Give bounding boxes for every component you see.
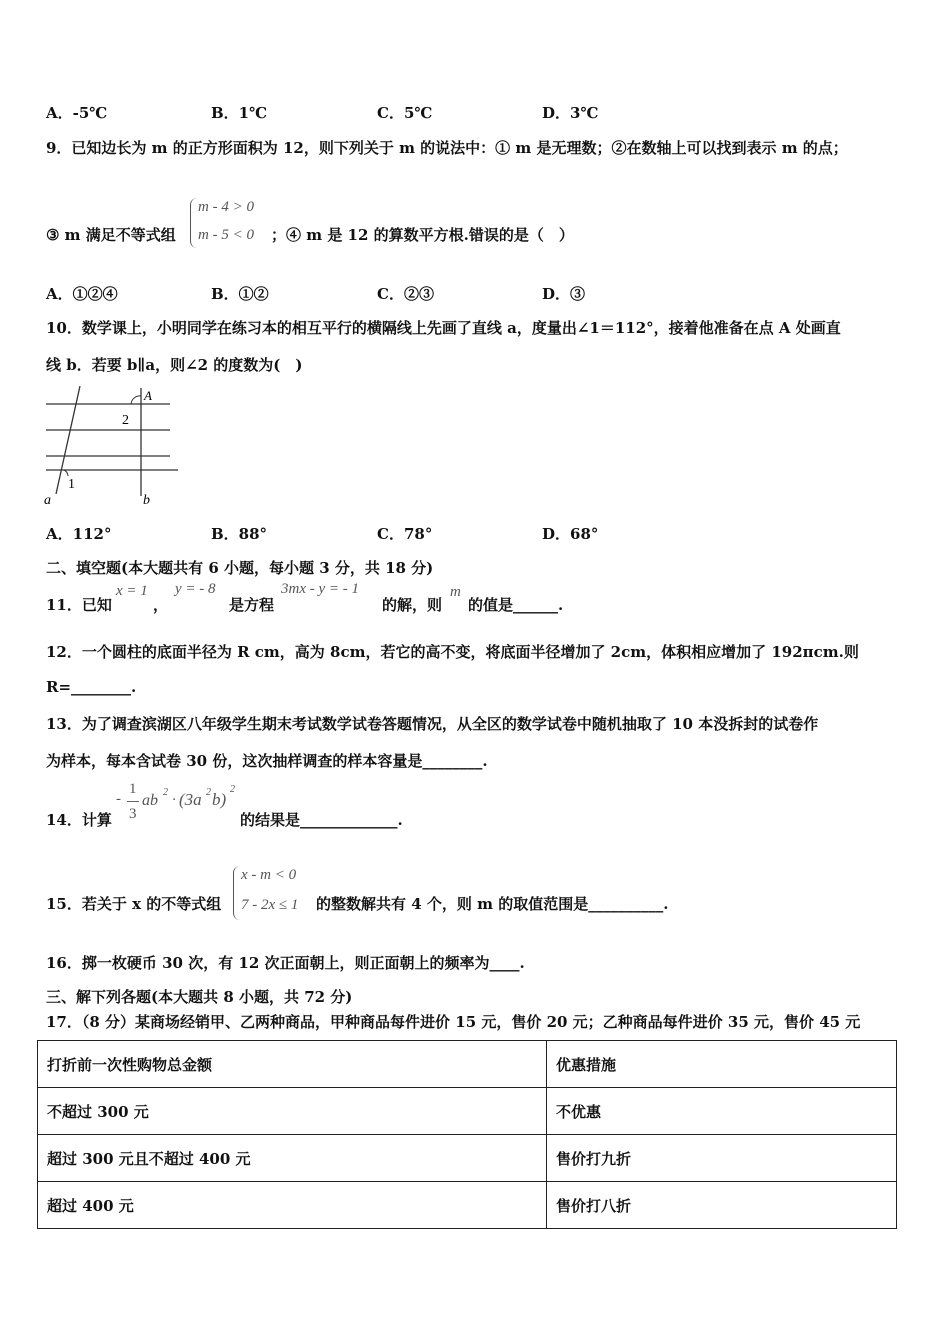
q9-option-d: D．③ bbox=[542, 285, 586, 303]
q14-dot: · bbox=[172, 792, 176, 808]
table-cell-discount: 不优惠 bbox=[547, 1088, 897, 1135]
q11-math-x: x = 1 bbox=[116, 583, 148, 599]
q17-text: 17．（8 分）某商场经销甲、乙两种商品，甲种商品每件进价 15 元，售价 20 元；乙种商品每件进价 35 元，售价 45 元 bbox=[46, 1013, 861, 1031]
q16-text: 16．掷一枚硬币 30 次，有 12 次正面朝上，则正面朝上的频率为____. bbox=[46, 954, 525, 972]
table-header-amount: 打折前一次性购物总金额 bbox=[38, 1041, 547, 1088]
q8-option-d: D．3℃ bbox=[542, 104, 599, 122]
q9-option-c: C．②③ bbox=[377, 285, 434, 303]
q11-text-5: 的值是______. bbox=[468, 596, 564, 614]
q8-option-c: C．5℃ bbox=[377, 104, 433, 122]
q14-fraction-bar bbox=[127, 801, 139, 802]
q11-text-3: 是方程 bbox=[229, 596, 275, 614]
q11-text-1: 11．已知 bbox=[46, 596, 112, 614]
q10-option-d: D．68° bbox=[542, 525, 599, 543]
q10-option-a: A．112° bbox=[46, 525, 112, 543]
q9-option-b: B．①② bbox=[211, 285, 269, 303]
q9-brace bbox=[190, 198, 197, 248]
q11-text-2: ， bbox=[153, 596, 169, 614]
q11-math-y: y = - 8 bbox=[175, 581, 216, 597]
q10-option-b: B．88° bbox=[211, 525, 268, 543]
section-3-heading: 三、解下列各题(本大题共 8 小题，共 72 分) bbox=[46, 988, 353, 1006]
q10-line1: 10．数学课上，小明同学在练习本的相互平行的横隔线上先画了直线 a，度量出∠1＝112°，接着他准备在点 A 处画直 bbox=[46, 319, 841, 337]
q10-line2: 线 b．若要 b∥a，则∠2 的度数为( ) bbox=[46, 356, 303, 374]
q9-suffix: ；④ m 是 12 的算数平方根.错误的是（ ） bbox=[271, 226, 574, 244]
q15-suffix: 的整数解共有 4 个，则 m 的取值范围是__________. bbox=[316, 895, 669, 913]
q14-exp-1: 2 bbox=[163, 787, 168, 798]
q14-term-b: b) bbox=[212, 790, 227, 809]
q9-option-a: A．①②④ bbox=[46, 285, 118, 303]
angle-1-arc bbox=[64, 470, 68, 476]
label-point-a: A bbox=[144, 388, 152, 403]
q15-prefix: 15．若关于 x 的不等式组 bbox=[46, 895, 222, 913]
table-cell-amount: 不超过 300 元 bbox=[38, 1088, 547, 1135]
q14-suffix: 的结果是_____________. bbox=[240, 811, 403, 829]
q14-minus: - bbox=[116, 791, 121, 807]
q9-line1: 9．已知边长为 m 的正方形面积为 12，则下列关于 m 的说法中：① m 是无理数；②在数轴上可以找到表示 m 的点； bbox=[46, 139, 848, 157]
q15-ineq1: x - m < 0 bbox=[241, 867, 297, 883]
discount-table bbox=[37, 1040, 897, 1229]
table-cell-amount: 超过 400 元 bbox=[38, 1182, 547, 1229]
q14-exp-3: 2 bbox=[230, 784, 235, 795]
q10-figure bbox=[40, 384, 185, 510]
q13-line1: 13．为了调查滨湖区八年级学生期末考试数学试卷答题情况，从全区的数学试卷中随机抽取了 10 本没拆封的试卷作 bbox=[46, 715, 819, 733]
q12-line1: 12．一个圆柱的底面半径为 R cm，高为 8cm，若它的高不变，将底面半径增加了 2cm，体积相应增加了 192πcm.则 bbox=[46, 643, 859, 661]
q13-line2: 为样本，每本含试卷 30 份，这次抽样调查的样本容量是________. bbox=[46, 752, 488, 770]
table-header-discount: 优惠措施 bbox=[547, 1041, 897, 1088]
q14-term-3a: (3a bbox=[179, 790, 202, 809]
q12-line2: R=________. bbox=[46, 678, 137, 696]
q8-option-b: B．1℃ bbox=[211, 104, 268, 122]
table-header-row bbox=[38, 1041, 897, 1088]
q9-prefix: ③ m 满足不等式组 bbox=[46, 226, 176, 244]
label-line-a: a bbox=[44, 493, 51, 508]
q11-text-4: 的解，则 bbox=[382, 596, 443, 614]
q14-term-ab: ab bbox=[142, 792, 158, 809]
table-row bbox=[38, 1135, 897, 1182]
q9-ineq1: m - 4 > 0 bbox=[198, 199, 254, 215]
table-row bbox=[38, 1182, 897, 1229]
q14-prefix: 14．计算 bbox=[46, 811, 112, 829]
q9-ineq2: m - 5 < 0 bbox=[198, 227, 254, 243]
label-angle-1: 1 bbox=[68, 477, 75, 492]
q14-exp-2: 2 bbox=[206, 787, 211, 798]
label-angle-2: 2 bbox=[122, 413, 129, 428]
label-line-b: b bbox=[143, 493, 150, 508]
q15-ineq2: 7 - 2x ≤ 1 bbox=[241, 897, 299, 913]
q11-math-equation: 3mx - y = - 1 bbox=[281, 581, 360, 597]
table-cell-discount: 售价打九折 bbox=[547, 1135, 897, 1182]
q14-fraction-den: 3 bbox=[129, 806, 137, 822]
q10-option-c: C．78° bbox=[377, 525, 433, 543]
table-cell-amount: 超过 300 元且不超过 400 元 bbox=[38, 1135, 547, 1182]
q15-brace bbox=[233, 866, 240, 920]
q8-option-a: A．-5℃ bbox=[46, 104, 108, 122]
q14-fraction-num: 1 bbox=[129, 781, 137, 797]
section-2-heading: 二、填空题(本大题共有 6 小题，每小题 3 分，共 18 分) bbox=[46, 559, 434, 577]
table-cell-discount: 售价打八折 bbox=[547, 1182, 897, 1229]
angle-2-arc bbox=[131, 396, 141, 404]
table-row bbox=[38, 1088, 897, 1135]
q11-math-m: m bbox=[450, 584, 461, 600]
